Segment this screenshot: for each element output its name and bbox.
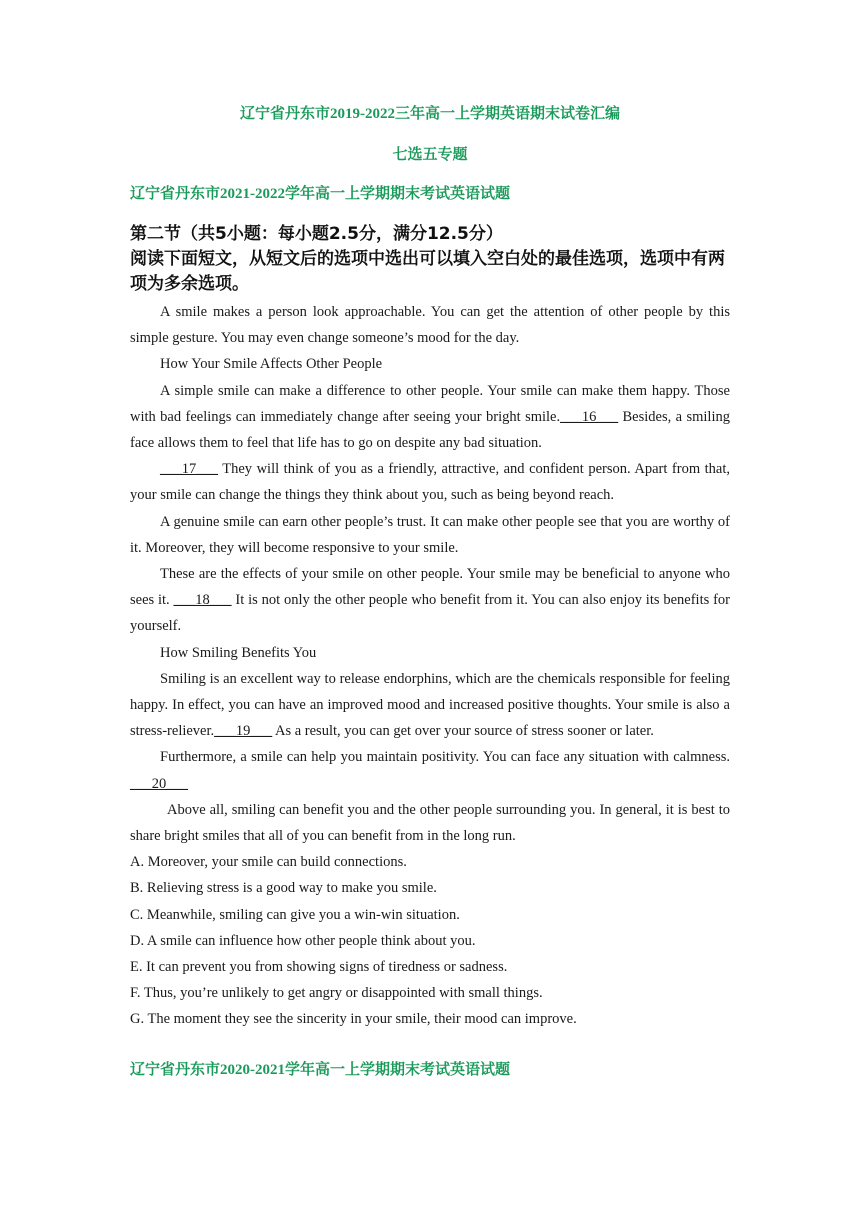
paragraph-5 [130, 561, 730, 640]
paragraph-6-text-a: Smiling is an excellent way to release endorphins, which are the chemicals responsible for feeling happy. In effect, you can have an improved mood and increased positive thoughts. Your smile is also a stress-reliever. [130, 670, 730, 740]
heading-how-smile-affects-others: How Your Smile Affects Other People [160, 356, 383, 373]
paragraph-2 [130, 378, 730, 457]
paragraph-5-text-b: It is not only the other people who benefit from it. You can also enjoy its benefits for yourself. [130, 592, 730, 635]
paragraph-6-text-b: As a result, you can get over your source of stress sooner or later. [272, 723, 654, 740]
paragraph-4: A genuine smile can earn other people’s trust. It can make other people see that you are worthy of it. Moreover, they will become responsive to your smile. [130, 513, 730, 556]
paragraph-2-text-a: A simple smile can make a difference to other people. Your smile can make them happy. Those with bad feelings can immediately change after seeing your bright smile. [130, 382, 730, 425]
paragraph-5-text-a: These are the effects of your smile on other people. Your smile may be beneficial to anyone who sees it. [130, 566, 730, 609]
paragraph-6 [130, 666, 730, 745]
instructions: 阅读下面短文，从短文后的选项中选出可以填入空白处的最佳选项，选项中有两项为多余选项。 [130, 249, 725, 294]
paragraph-3 [130, 456, 730, 508]
exam-title-2021-2022: 辽宁省丹东市2021-2022学年高一上学期期末考试英语试题 [130, 186, 510, 202]
option-g: G. The moment they see the sincerity in your smile, their mood can improve. [130, 1011, 577, 1028]
option-d: D. A smile can influence how other people think about you. [130, 932, 476, 949]
document-title: 辽宁省丹东市2019-2022三年高一上学期英语期末试卷汇编 [240, 106, 620, 122]
blank-17: ___17___ [160, 461, 218, 478]
paragraph-8: Above all, smiling can benefit you and the other people surrounding you. In general, it is best to share bright smiles that all of you can benefit from in the long run. [130, 801, 730, 845]
passage [130, 299, 730, 1033]
paragraph-1: A smile makes a person look approachable. You can get the attention of other people by this simple gesture. You may even change someone’s mood for the day. [130, 304, 730, 347]
heading-how-smiling-benefits-you: How Smiling Benefits You [160, 644, 317, 661]
option-b: B. Relieving stress is a good way to make you smile. [130, 880, 437, 897]
blank-16: ___16___ [560, 408, 619, 425]
paragraph-3-text: They will think of you as a friendly, attractive, and confident person. Apart from that, your smile can change the things they think about you, such as being beyond reach. [130, 461, 730, 504]
option-c: C. Meanwhile, smiling can give you a win-win situation. [130, 906, 460, 923]
blank-20: ___20___ [130, 775, 188, 792]
section-title: 第二节（共5小题：每小题2.5分，满分12.5分） [130, 224, 503, 244]
blank-18: ___18___ [173, 592, 232, 609]
paragraph-7-text: Furthermore, a smile can help you maintain positivity. You can face any situation with calmness. [160, 749, 730, 766]
exam-title-2020-2021: 辽宁省丹东市2020-2021学年高一上学期期末考试英语试题 [130, 1062, 510, 1078]
document-subtitle: 七选五专题 [392, 147, 468, 163]
option-a: A. Moreover, your smile can build connections. [130, 854, 407, 871]
option-f: F. Thus, you’re unlikely to get angry or disappointed with small things. [130, 985, 543, 1002]
option-e: E. It can prevent you from showing signs of tiredness or sadness. [130, 959, 508, 976]
paragraph-7 [130, 744, 730, 796]
paragraph-2-text-b: Besides, a smiling face allows them to feel that life has to go on despite any bad situation. [130, 408, 730, 452]
blank-19: ___19___ [214, 723, 273, 740]
